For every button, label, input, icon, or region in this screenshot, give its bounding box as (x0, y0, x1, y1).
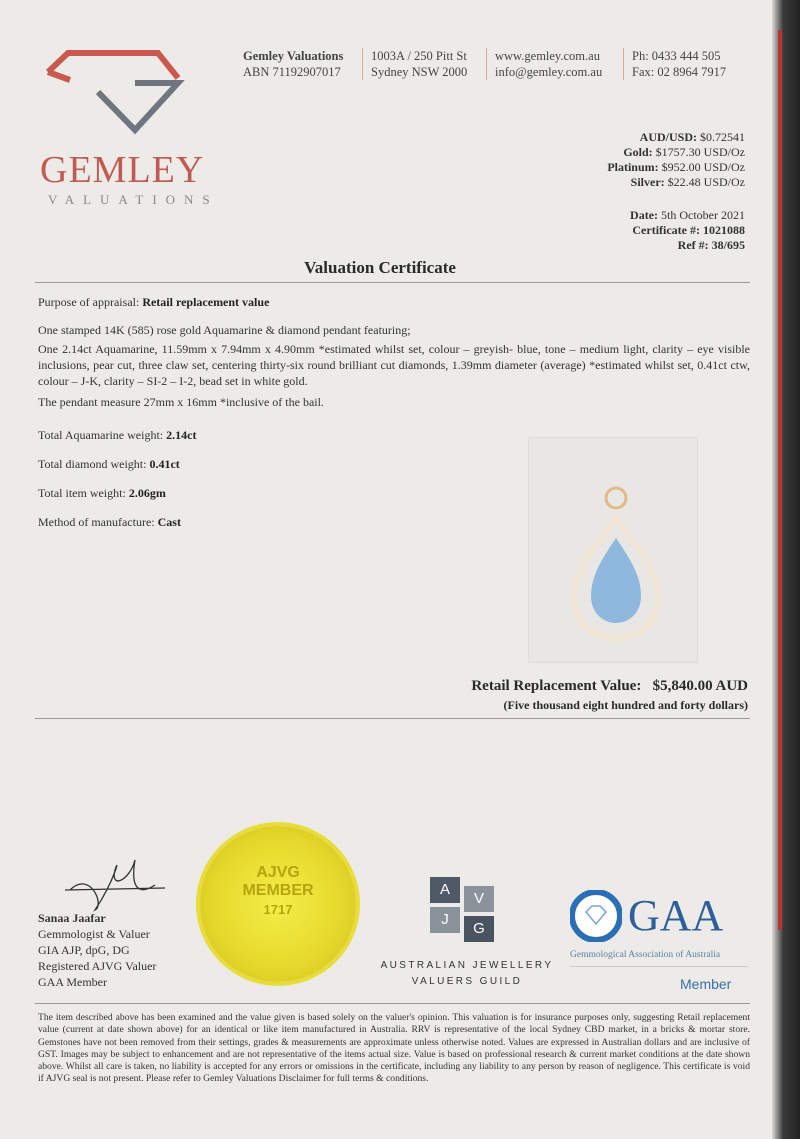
purpose: Purpose of appraisal: Retail replacement value (38, 295, 270, 309)
fax: Fax: 02 8964 7917 (632, 65, 727, 79)
spec-manufacture: Method of manufacture: Cast (38, 515, 181, 529)
gemley-diamond-logo-icon (40, 50, 190, 135)
pendant-photo (528, 437, 698, 663)
divider (35, 282, 750, 283)
description: One 2.14ct Aquamarine, 11.59mm x 7.94mm x 4.90mm *estimated whilst set, colour – greyish- blue, tone – medium light, clarity – eye visible inclusions, pear cut, three claw set, centering thirty-six round brilliant cut diamonds, 1.39mm diameter (average) *estimated whilst set, 0.41ct ctw, colour – J-K, clarity – SI-2 – I-2, bead set in white gold. (38, 342, 750, 388)
spec-diamond: Total diamond weight: 0.41ct (38, 457, 180, 471)
retail-value: Retail Replacement Value: $5,840.00 AUD (471, 678, 748, 694)
logo-subtitle: VALUATIONS (48, 192, 219, 207)
address-line-2: Sydney NSW 2000 (371, 65, 468, 79)
page-title: Valuation Certificate (304, 258, 456, 277)
ajvg-seal: AJVG MEMBER 1717 (200, 826, 356, 982)
spec-aquamarine: Total Aquamarine weight: 2.14ct (38, 428, 197, 442)
address-line-1: 1003A / 250 Pitt St (371, 49, 467, 63)
pendant-icon (529, 438, 699, 664)
email: info@gemley.com.au (495, 65, 603, 79)
logo-name: GEMLEY (40, 149, 205, 191)
intro: One stamped 14K (585) rose gold Aquamarine & diamond pendant featuring; (38, 323, 411, 337)
disclaimer: The item described above has been examined and the value given is based solely on the valuer's opinion. This valuation is for insurance purposes only, suggesting Retail replacement value (current at date shown above) for an identical or like item manufactured in Australia. RRV is representative of the local Sydney CBD market, in a bricks & mortar store. Gemstones have not been removed from their settings, grades & measurements are approximate unless otherwise noted. Values are expressed in Australian dollars and are inclusive of GST. Images may be subject to enhancement and are not representative of the items actual size. Value is based on professional research & current market conditions at the date shown above. Whilst all care is taken, no liability is accepted for any errors or omissions in the certificate, including any liability to any person by reason of negligence. This certificate is void if AJVG seal is not present. Please refer to Gemley Valuations Disclaimer for full terms & conditions. (38, 1012, 750, 1085)
gaa-seal-icon (570, 890, 622, 942)
website: www.gemley.com.au (495, 49, 600, 63)
phone: Ph: 0433 444 505 (632, 49, 721, 63)
divider (35, 1003, 750, 1004)
divider (35, 718, 750, 719)
document-edge (772, 0, 800, 1139)
measure: The pendant measure 27mm x 16mm *inclusive of the bail. (38, 395, 324, 409)
certificate-meta: Date: 5th October 2021 Certificate #: 1021088 Ref #: 38/695 (630, 208, 745, 252)
ajvg-logo: A V J G (430, 877, 502, 947)
signatory: Sanaa Jaafar Gemmologist & Valuer GIA AJP, dpG, DG Registered AJVG Valuer GAA Member (38, 911, 157, 989)
ajvg-name: AUSTRALIAN JEWELLERY VALUERS GUILD (380, 960, 554, 987)
metal-rates: AUD/USD: $0.72541 Gold: $1757.30 USD/Oz Platinum: $952.00 USD/Oz Silver: $22.48 USD/Oz (607, 130, 745, 189)
abn: ABN 71192907017 (243, 65, 341, 79)
retail-value-words: (Five thousand eight hundred and forty dollars) (503, 698, 748, 712)
company-name: Gemley Valuations (243, 49, 344, 63)
spec-item-weight: Total item weight: 2.06gm (38, 486, 166, 500)
